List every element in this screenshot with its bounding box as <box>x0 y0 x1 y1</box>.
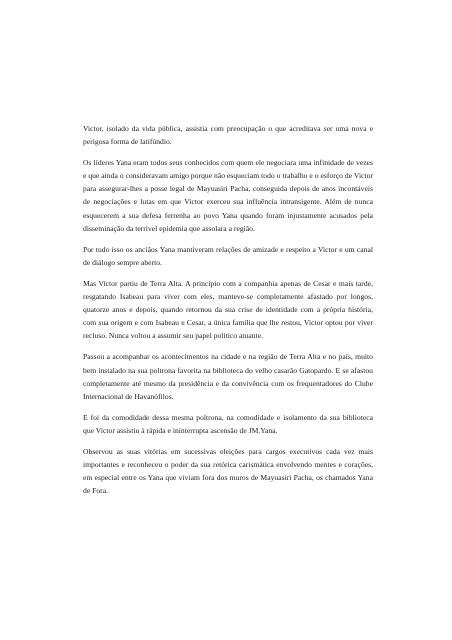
paragraph: Mas Victor partiu de Terra Alta. A princípio com a companhia apenas de Cesar e mais tarde, resgatando Isabeau para viver com eles, manteve-se completamente afastado por longos, quatorze anos e depois, quando retornou da sua crise de identidade com a própria história, com sua origem e com Isabeau e Cesar, a única família que lhe restou, Victor optou por viver recluso. Nunca voltou a assumir seu papel político atuante. <box>83 278 373 341</box>
paragraph: Victor, isolado da vida pública, assistia com preocupação o que acreditava ser uma nova e perigosa forma de latifúndio. <box>83 124 373 147</box>
paragraph: E foi da comodidade dessa mesma poltrona, na comodidade e isolamento da sua biblioteca que Victor assistiu à rápida e ininterrupta ascensão de JM.Yana. <box>83 412 373 435</box>
document-page <box>83 122 373 505</box>
paragraph: Os líderes Yana eram todos seus conhecidos com quem ele negociara uma infinidade de vezes e que ainda o consideravam amigo porque não esqueciam todo o trabalho e o esforço de Victor para assegurar-lhes a posse legal de Mayuasiri Pacha, conseguida depois de anos incontáveis de negociações e lutas em que Victor exerceu sua influência intransigente. Além de nunca esquecerem a sua defesa ferrenha ao povo Yana quando foram injustamente acusados pela disseminação da terrível epidemia que assolara a região. <box>83 158 373 233</box>
paragraph: Passou a acompanhar os acontecimentos na cidade e na região de Terra Alta e no país, muito bem instalado na sua poltrona favorita na biblioteca do velho casarão Gatopardo. E se afastou completamente até mesmo da presidência e da convivência com os frequentadores do Clube Internacional de Havanófilos. <box>83 352 373 401</box>
paragraph: Por tudo isso os anciãos Yana mantiveram relações de amizade e respeito a Victor e um canal de diálogo sempre aberto. <box>83 244 373 267</box>
paragraph: Observou as suas vitórias em sucessivas eleições para cargos executivos cada vez mais importantes e reconheceu o poder da sua retórica carismática envolvendo mentes e corações, em especial entre os Yana que viviam fora dos muros de Mayuasiri Pacha, os chamados Yana de Fora. <box>83 446 373 496</box>
